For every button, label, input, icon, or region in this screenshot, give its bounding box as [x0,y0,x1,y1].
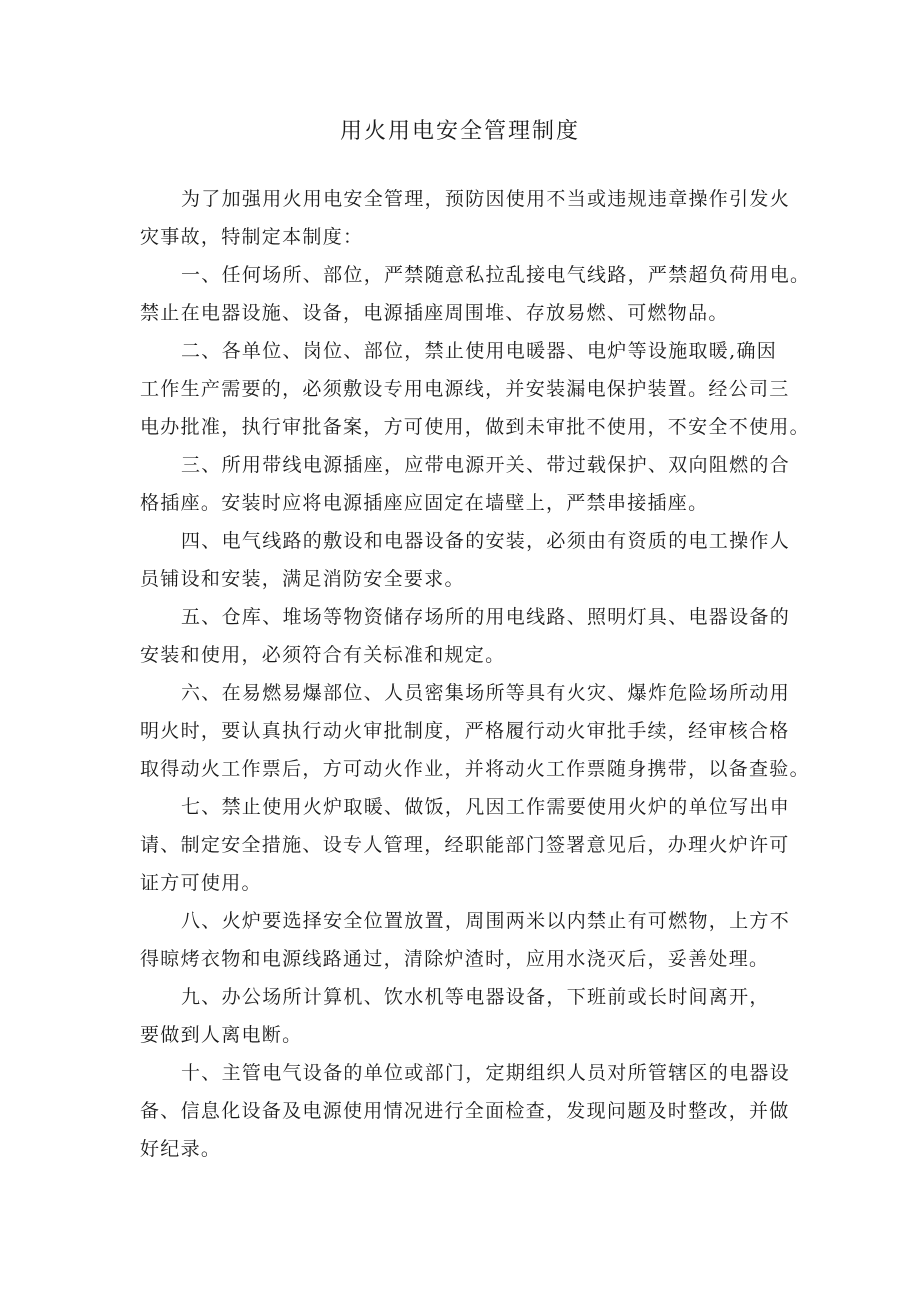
paragraph-line: 取得动火工作票后，方可动火作业，并将动火工作票随身携带，以备查验。 [140,758,810,780]
clause-1 [140,256,811,332]
paragraph-line: 六、在易燃易爆部位、人员密集场所等具有火灾、爆炸危险场所动用 [181,682,791,704]
paragraph-line: 十、主管电气设备的单位或部门，定期组织人员对所管辖区的电器设 [181,1062,791,1084]
paragraph-line: 要做到人离电断。 [140,1024,303,1046]
paragraph-line: 五、仓库、堆场等物资储存场所的用电线路、照明灯具、电器设备的 [181,606,791,628]
paragraph-line: 工作生产需要的，必须敷设专用电源线，并安装漏电保护装置。经公司三 [140,378,790,400]
paragraph-line: 明火时，要认真执行动火审批制度，严格履行动火审批手续，经审核合格 [140,720,790,742]
paragraph-line: 七、禁止使用火炉取暖、做饭，凡因工作需要使用火炉的单位写出申 [181,796,791,818]
paragraph-line: 请、制定安全措施、设专人管理，经职能部门签署意见后，办理火炉许可 [140,834,790,856]
paragraph-line: 二、各单位、岗位、部位，禁止使用电暖器、电炉等设施取暖,确因 [181,340,778,362]
clause-7 [140,788,791,902]
paragraph-line: 禁止在电器设施、设备，电源插座周围堆、存放易燃、可燃物品。 [140,302,729,324]
intro-paragraph [140,180,791,256]
paragraph-line: 一、任何场所、部位，严禁随意私拉乱接电气线路，严禁超负荷用电。 [181,264,811,286]
paragraph-line: 为了加强用火用电安全管理，预防因使用不当或违规违章操作引发火 [181,188,791,210]
paragraph-line: 证方可使用。 [140,872,262,894]
clause-2 [140,332,810,446]
page-title: 用火用电安全管理制度 [339,119,580,144]
clause-6 [140,674,810,788]
paragraph-line: 安装和使用，必须符合有关标准和规定。 [140,644,506,666]
clause-9 [140,978,785,1054]
clause-8 [140,902,791,978]
paragraph-line: 九、办公场所计算机、饮水机等电器设备，下班前或长时间离开， [181,986,770,1008]
clause-10 [140,1054,791,1168]
paragraph-line: 好纪录。 [140,1138,222,1160]
paragraph-line: 格插座。安装时应将电源插座应固定在墙壁上，严禁串接插座。 [140,492,709,514]
paragraph-line: 备、信息化设备及电源使用情况进行全面检查，发现问题及时整改，并做 [140,1100,790,1122]
paragraph-line: 八、火炉要选择安全位置放置，周围两米以内禁止有可燃物，上方不 [181,910,791,932]
paragraph-line: 四、电气线路的敷设和电器设备的安装，必须由有资质的电工操作人 [181,530,791,552]
paragraph-line: 员铺设和安装，满足消防安全要求。 [140,568,465,590]
clause-3 [140,446,791,522]
clause-4 [140,522,791,598]
clause-5 [140,598,791,674]
paragraph-line: 得晾烤衣物和电源线路通过，清除炉渣时，应用水浇灭后，妥善处理。 [140,948,770,970]
document-body [140,180,811,1168]
paragraph-line: 三、所用带线电源插座，应带电源开关、带过载保护、双向阻燃的合 [181,454,791,476]
paragraph-line: 电办批准，执行审批备案，方可使用，做到未审批不使用，不安全不使用。 [140,416,810,438]
paragraph-line: 灾事故，特制定本制度： [140,226,364,248]
